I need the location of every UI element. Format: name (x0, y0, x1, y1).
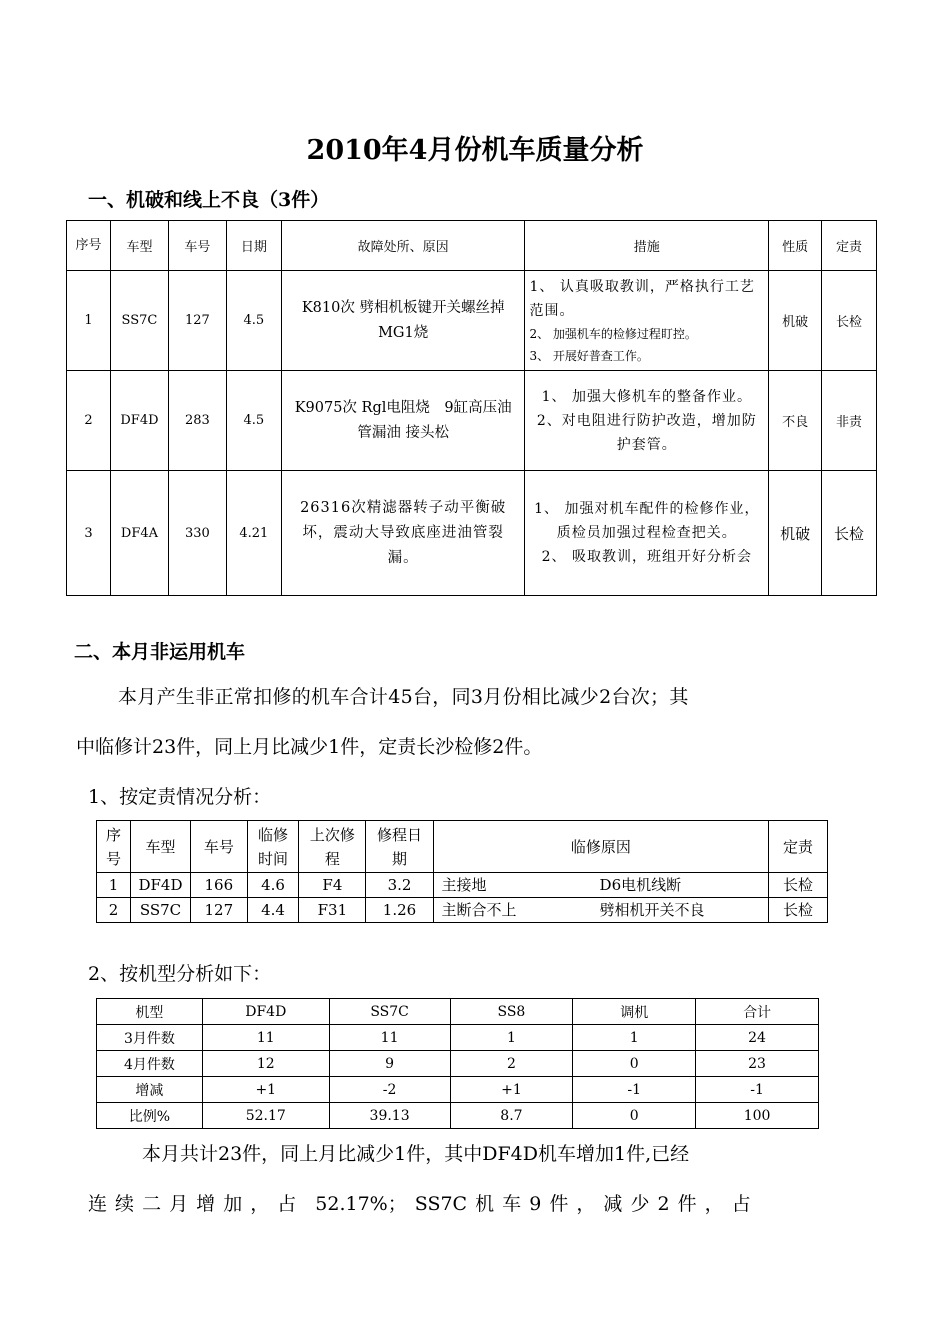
measure-line: 2、对电阻进行防护改造，增加防护套管。 (536, 412, 757, 453)
table-row (67, 271, 877, 371)
table-row (97, 1025, 819, 1051)
paragraph-line: 连 续 二 月 增 加 ， 占 52.17%； SS7C 机 车 9 件 ， 减 少 2 件 ， 占 (88, 1193, 751, 1215)
header-cell: DF4D (202, 999, 329, 1025)
cell-type: DF4D (131, 873, 191, 898)
table-cell: 23 (696, 1051, 819, 1077)
table-header-row (67, 221, 877, 271)
table-cell: 12 (202, 1051, 329, 1077)
reason-b: 劈相机开关不良 (599, 901, 705, 919)
table-row (67, 371, 877, 471)
cell-type: DF4D (110, 371, 168, 471)
table-cell: 24 (696, 1025, 819, 1051)
table-cell: 8.7 (450, 1103, 573, 1129)
table-row (97, 1051, 819, 1077)
header-cell: 机型 (97, 999, 203, 1025)
header-cell: 故障处所、原因 (281, 221, 525, 271)
cell-time: 4.4 (247, 898, 299, 923)
table-cell: 3月件数 (97, 1025, 203, 1051)
header-cell: 序号 (67, 221, 111, 271)
cell-type: SS7C (110, 271, 168, 371)
model-analysis-table (96, 998, 819, 1129)
header-cell: 上次修程 (299, 821, 366, 873)
cell-type: SS7C (131, 898, 191, 923)
table-cell: 1 (573, 1025, 696, 1051)
measure-line: 1、 加强大修机车的整备作业。 (541, 388, 752, 405)
cell-no: 2 (97, 898, 131, 923)
table-cell: 增减 (97, 1077, 203, 1103)
section1-heading: 一、机破和线上不良（3件） (88, 189, 330, 211)
cell-date: 1.26 (366, 898, 433, 923)
header-cell: 日期 (226, 221, 281, 271)
cell-num: 127 (190, 898, 247, 923)
table-cell: +1 (202, 1077, 329, 1103)
header-cell: 定责 (769, 821, 828, 873)
cell-time: 4.6 (247, 873, 299, 898)
table-row (67, 471, 877, 596)
cell-cause: K810次 劈相机板键开关螺丝掉 MG1烧 (281, 271, 525, 371)
machine-failure-table (66, 220, 877, 596)
cell-resp: 长检 (769, 898, 828, 923)
paragraph-line: 本月共计23件，同上月比减少1件，其中DF4D机车增加1件,已经 (142, 1143, 690, 1165)
table-cell: -2 (329, 1077, 450, 1103)
cell-num: 283 (168, 371, 226, 471)
cell-resp: 非责 (822, 371, 877, 471)
page-title: 2010年4月份机车质量分析 (306, 135, 644, 166)
cell-last: F4 (299, 873, 366, 898)
reason-b: D6电机线断 (599, 876, 682, 894)
cell-measures (525, 371, 769, 471)
cell-no: 1 (97, 873, 131, 898)
reason-a: 主断合不上 (441, 901, 517, 919)
cell-date: 4.5 (226, 271, 281, 371)
table-cell: 100 (696, 1103, 819, 1129)
table-row (97, 1077, 819, 1103)
header-cell: SS8 (450, 999, 573, 1025)
cell-cause: K9075次 Rgl电阻烧 9缸高压油管漏油 接头松 (281, 371, 525, 471)
table-cell: 1 (450, 1025, 573, 1051)
cell-nature: 机破 (769, 271, 822, 371)
cell-reason (433, 873, 769, 898)
table-cell: +1 (450, 1077, 573, 1103)
cell-date: 4.5 (226, 371, 281, 471)
table-cell: 0 (573, 1051, 696, 1077)
header-cell: 性质 (769, 221, 822, 271)
header-cell: SS7C (329, 999, 450, 1025)
header-cell: 定责 (822, 221, 877, 271)
header-cell: 修程日期 (366, 821, 433, 873)
cell-cause: 26316次精滤器转子动平衡破坏，震动大导致底座进油管裂漏。 (281, 471, 525, 596)
responsibility-table (96, 820, 828, 923)
table-cell: 比例% (97, 1103, 203, 1129)
measure-line: 2、 吸取教训，班组开好分析会 (541, 549, 752, 565)
cell-date: 4.21 (226, 471, 281, 596)
table-header-row (97, 821, 828, 873)
measure-line: 2、 加强机车的检修过程盯控。 (529, 326, 697, 341)
cell-last: F31 (299, 898, 366, 923)
cell-num: 166 (190, 873, 247, 898)
header-cell: 措施 (525, 221, 769, 271)
table-cell: 4月件数 (97, 1051, 203, 1077)
section2-heading: 二、本月非运用机车 (74, 641, 246, 663)
header-cell: 车号 (190, 821, 247, 873)
table-row (97, 873, 828, 898)
cell-num: 330 (168, 471, 226, 596)
header-cell: 车型 (110, 221, 168, 271)
paragraph-line: 本月产生非正常扣修的机车合计45台，同3月份相比减少2台次；其 (118, 686, 689, 708)
header-cell: 调机 (573, 999, 696, 1025)
cell-date: 3.2 (366, 873, 433, 898)
measure-line: 3、 开展好普查工作。 (529, 348, 649, 363)
table-row (97, 1103, 819, 1129)
header-cell: 合计 (696, 999, 819, 1025)
cell-measures (525, 471, 769, 596)
table-cell: 11 (329, 1025, 450, 1051)
cell-nature: 不良 (769, 371, 822, 471)
table-cell: 9 (329, 1051, 450, 1077)
table-cell: -1 (696, 1077, 819, 1103)
paragraph-line: 中临修计23件，同上月比减少1件，定责长沙检修2件。 (76, 736, 543, 758)
table-header-row (97, 999, 819, 1025)
cell-resp: 长检 (769, 873, 828, 898)
header-cell: 车型 (131, 821, 191, 873)
cell-type: DF4A (110, 471, 168, 596)
measure-line: 1、 认真吸取教训，严格执行工艺范围。 (529, 278, 755, 319)
header-cell: 序号 (97, 821, 131, 873)
cell-no: 3 (67, 471, 111, 596)
cell-reason (433, 898, 769, 923)
table-cell: 52.17 (202, 1103, 329, 1129)
cell-measures (525, 271, 769, 371)
cell-no: 2 (67, 371, 111, 471)
reason-a: 主接地 (441, 876, 487, 894)
measure-line: 1、 加强对机车配件的检修作业，质检员加强过程检查把关。 (534, 501, 760, 541)
cell-nature: 机破 (769, 471, 822, 596)
cell-resp: 长检 (822, 271, 877, 371)
table-cell: 2 (450, 1051, 573, 1077)
table-cell: 0 (573, 1103, 696, 1129)
table-cell: 39.13 (329, 1103, 450, 1129)
sub2-heading: 2、按机型分析如下： (88, 963, 272, 985)
cell-num: 127 (168, 271, 226, 371)
table-cell: 11 (202, 1025, 329, 1051)
table-row (97, 898, 828, 923)
cell-no: 1 (67, 271, 111, 371)
header-cell: 临修原因 (433, 821, 769, 873)
cell-resp: 长检 (822, 471, 877, 596)
table-cell: -1 (573, 1077, 696, 1103)
sub1-heading: 1、按定责情况分析： (88, 786, 272, 808)
header-cell: 车号 (168, 221, 226, 271)
header-cell: 临修时间 (247, 821, 299, 873)
